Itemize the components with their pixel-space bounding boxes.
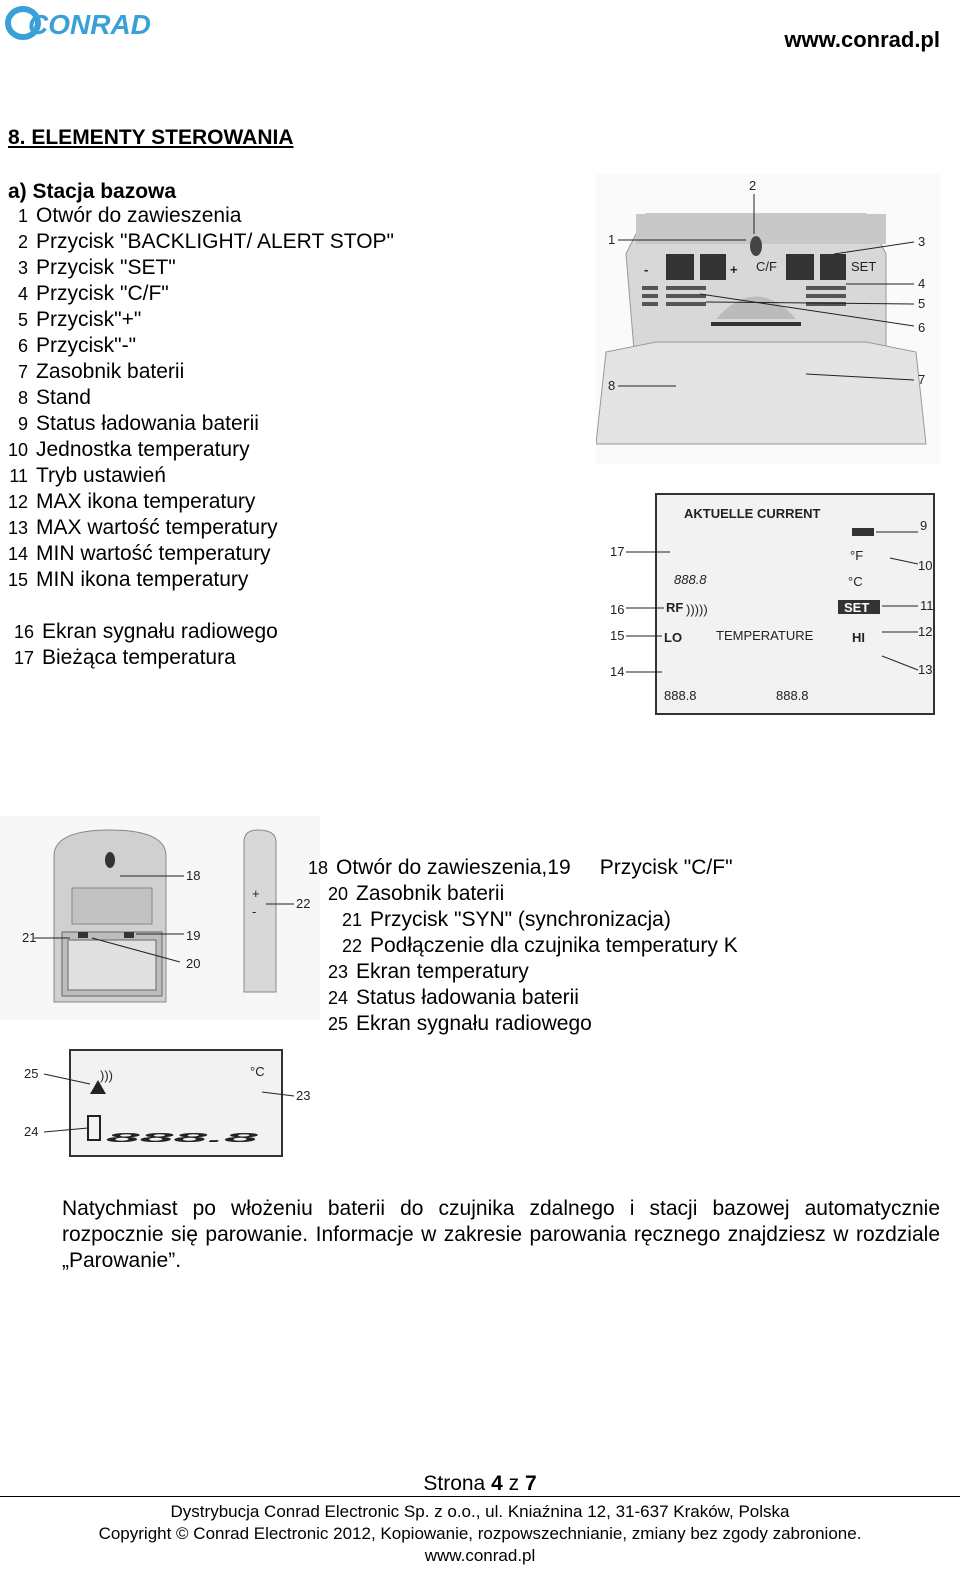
conrad-logo [4, 4, 154, 42]
svg-text:12: 12 [918, 624, 933, 639]
list-item: 15 MIN ikona temperatury [7, 568, 249, 591]
list-item: 24 Status ładowania baterii [327, 986, 579, 1009]
list-item: 25 Ekran sygnału radiowego [327, 1012, 592, 1035]
svg-text:13: 13 [918, 662, 933, 677]
lcd-unit-f: °F [850, 548, 864, 563]
sensor-figure [0, 816, 320, 1020]
sensor-lcd-figure [14, 1044, 320, 1164]
svg-text:1: 1 [608, 232, 616, 247]
svg-text:21: 21 [22, 930, 37, 945]
hi-label: HI [852, 630, 865, 645]
list-item: 18 Otwór do zawieszenia,19 Przycisk "C/F" [307, 856, 733, 879]
svg-text:25: 25 [24, 1066, 39, 1081]
lcd-unit-c: °C [848, 574, 863, 589]
list-item: 4 Przycisk "C/F" [17, 282, 169, 305]
list-item: 11 Tryb ustawień [9, 464, 166, 487]
section-title: 8. ELEMENTY STEROWANIA [8, 126, 294, 149]
footer-divider [0, 1496, 960, 1497]
svg-text:3: 3 [918, 234, 926, 249]
lcd-main-digits: 888.8 [674, 572, 707, 587]
temperature-label: TEMPERATURE [716, 628, 814, 643]
list-item: 14 MIN wartość temperatury [7, 542, 271, 565]
svg-text:20: 20 [186, 956, 201, 971]
svg-text:7: 7 [918, 372, 926, 387]
svg-text:8: 8 [608, 378, 616, 393]
list-item: 5 Przycisk"+" [17, 308, 142, 331]
rf-signal-icon: ))))) [686, 602, 708, 617]
svg-text:4: 4 [918, 276, 926, 291]
list-item: 13 MAX wartość temperatury [7, 516, 278, 539]
lo-label: LO [664, 630, 683, 645]
svg-text:6: 6 [918, 320, 926, 335]
set-badge: SET [844, 600, 870, 615]
svg-text:))): ))) [100, 1068, 113, 1083]
footer-copyright: Copyright © Conrad Electronic 2012, Kopiowanie, rozpowszechnianie, zmiany bez zgody zabronione. [98, 1524, 862, 1543]
footer-distribution: Dystrybucja Conrad Electronic Sp. z o.o., ul. Kniaźnina 12, 31-637 Kraków, Polska [170, 1502, 790, 1521]
base-station-lcd-figure [600, 488, 940, 724]
svg-text:11: 11 [920, 598, 934, 613]
battery-icon [852, 528, 874, 536]
list-item: 16 Ekran sygnału radiowego [13, 620, 278, 643]
logo-text: CONRAD [28, 9, 151, 40]
list-item: 20 Zasobnik baterii [327, 882, 505, 905]
list-item: 22 Podłączenie dla czujnika temperatury K [341, 934, 738, 957]
svg-text:17: 17 [610, 544, 625, 559]
svg-text:2: 2 [749, 178, 757, 193]
svg-text:16: 16 [610, 602, 625, 617]
svg-text:18: 18 [186, 868, 201, 883]
list-item: 9 Status ładowania baterii [17, 412, 259, 435]
cf-label: C/F [756, 259, 777, 274]
list-item: 1 Otwór do zawieszenia [17, 204, 242, 227]
svg-text:14: 14 [610, 664, 625, 679]
svg-text:15: 15 [610, 628, 625, 643]
minus-label: - [644, 262, 649, 277]
rf-label: RF [666, 600, 684, 615]
svg-text:+: + [252, 886, 260, 901]
list-item: 6 Przycisk"-" [17, 334, 137, 357]
list-item: 2 Przycisk "BACKLIGHT/ ALERT STOP" [17, 230, 395, 253]
svg-text:19: 19 [186, 928, 201, 943]
list-item: 21 Przycisk "SYN" (synchronizacja) [341, 908, 671, 931]
list-item: 23 Ekran temperatury [327, 960, 529, 983]
base-station-back-figure [596, 174, 940, 464]
list-item: 8 Stand [17, 386, 91, 409]
lcd-current-label: AKTUELLE CURRENT [684, 506, 821, 521]
svg-text:5: 5 [918, 296, 926, 311]
sensor-lcd-digits: 888.8 [106, 1130, 262, 1145]
sensor-lcd-unit: °C [250, 1064, 265, 1079]
svg-text:22: 22 [296, 896, 311, 911]
svg-text:23: 23 [296, 1088, 311, 1103]
list-item: 3 Przycisk "SET" [17, 256, 176, 279]
subsection-title: a) Stacja bazowa [8, 180, 177, 203]
footer-website: www.conrad.pl [424, 1546, 536, 1565]
svg-text:24: 24 [24, 1124, 39, 1139]
plus-label: + [730, 262, 738, 277]
svg-text:-: - [252, 904, 257, 919]
list-item: 10 Jednostka temperatury [7, 438, 250, 461]
page-number: Strona 4 z 7 [423, 1472, 537, 1495]
svg-text:9: 9 [920, 518, 928, 533]
list-item: 7 Zasobnik baterii [17, 360, 185, 383]
list-item: 17 Bieżąca temperatura [13, 646, 236, 669]
lcd-min-digits: 888.8 [664, 688, 697, 703]
header-website: www.conrad.pl [784, 27, 940, 52]
lcd-max-digits: 888.8 [776, 688, 809, 703]
list-item: 12 MAX ikona temperatury [7, 490, 256, 513]
set-label: SET [851, 259, 877, 274]
pairing-paragraph: Natychmiast po włożeniu baterii do czujnika zdalnego i stacji bazowej automatycznie rozpocznie się parowanie. Informacje w zakresie parowania ręcznego znajdziesz w rozdziale „Parowanie”. [62, 1197, 940, 1272]
svg-text:10: 10 [918, 558, 933, 573]
